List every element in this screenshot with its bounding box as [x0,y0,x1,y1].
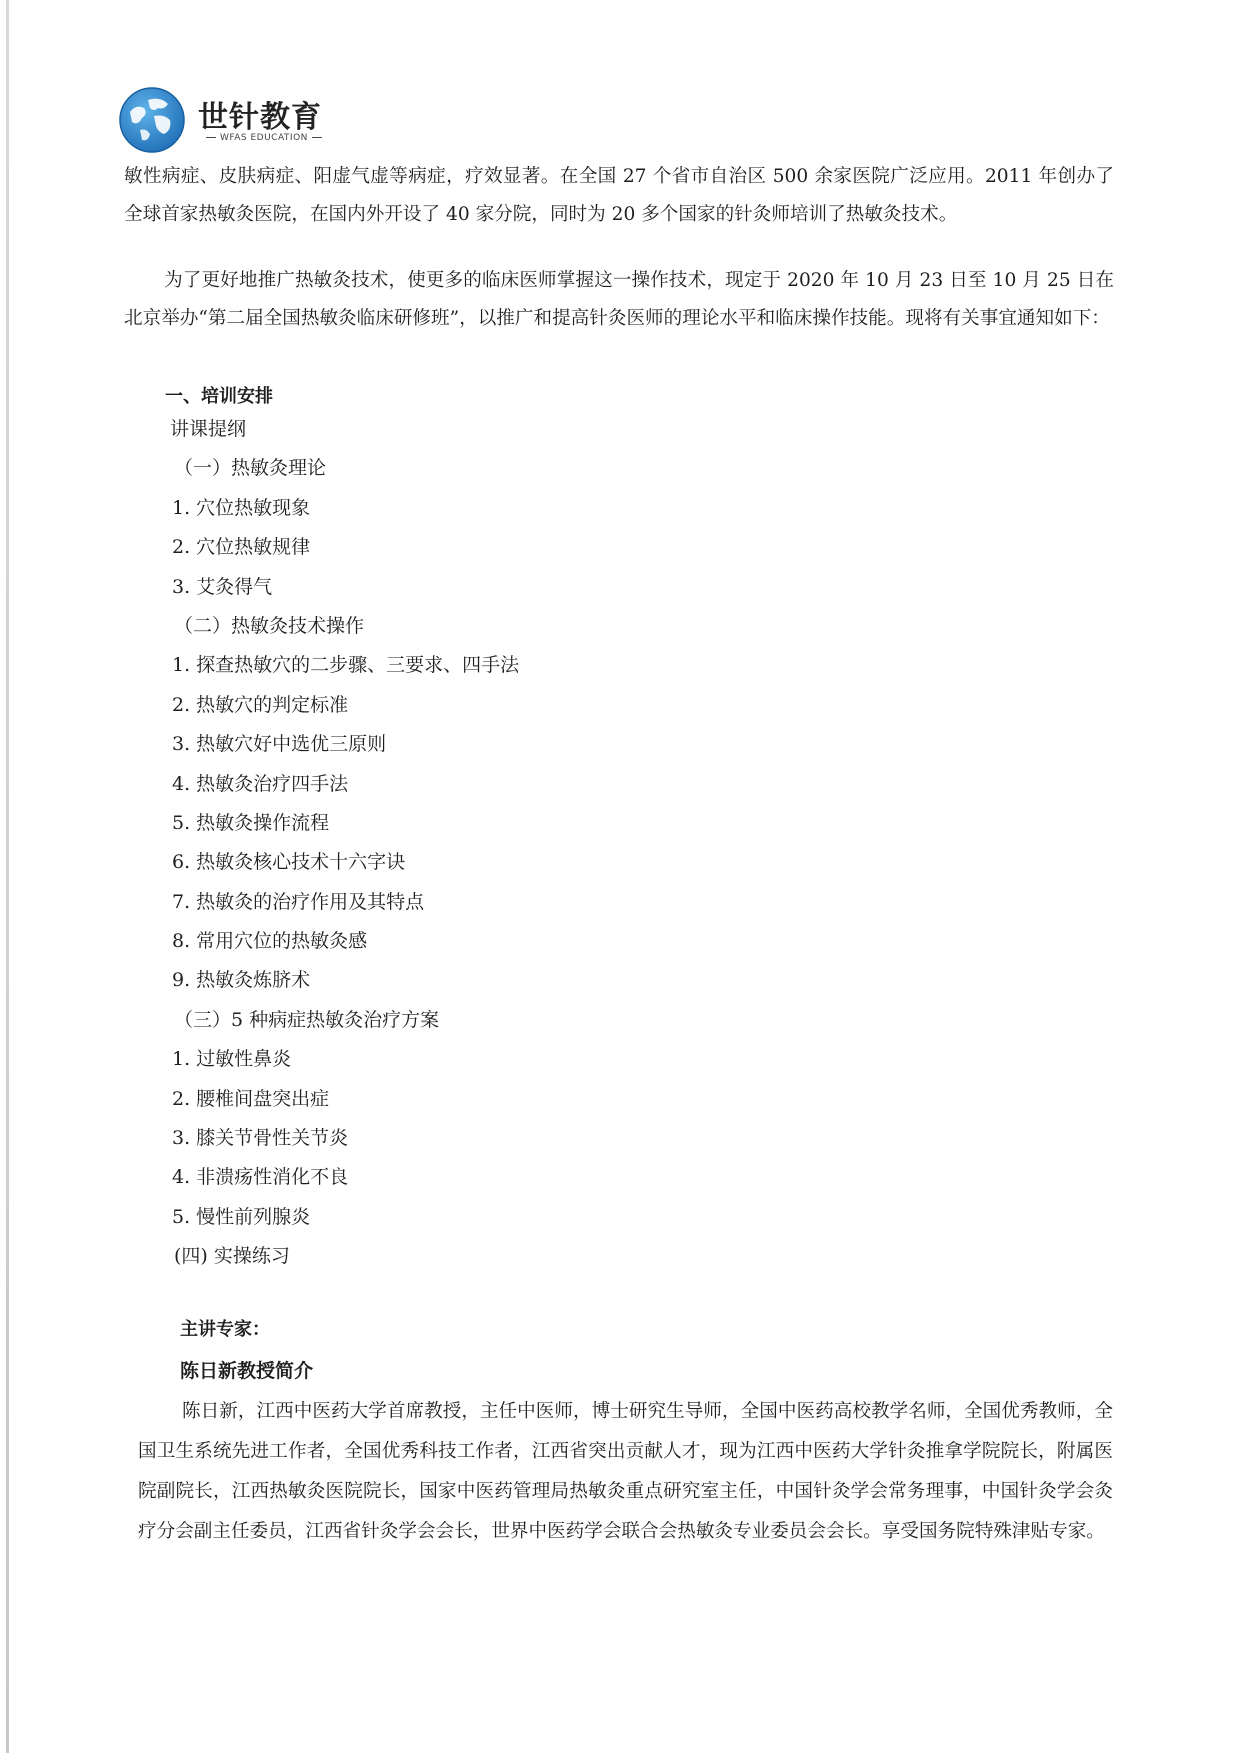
outline-line: 9. 热敏灸炼脐术 [172,969,311,992]
outline-line: 3. 艾灸得气 [172,575,273,598]
experts-title: 主讲专家： [180,1319,270,1340]
outline-line: （一）热敏灸理论 [174,457,327,480]
outline-title: 讲课提纲 [170,418,247,440]
intro-paragraph-1: 敏性病症、皮肤病症、阳虚气虚等病症，疗效显著。在全国 27 个省市自治区 500 余家医院广泛应用。2011 年创办了全球首家热敏灸医院，在国内外开设了 40 家分院，同时为 20 多个国家的针灸师培训了热敏灸技术。 [124,166,1114,225]
outline-line: 5. 慢性前列腺炎 [172,1205,311,1228]
outline-line: 2. 穴位热敏规律 [172,536,311,559]
outline-line: 5. 热敏灸操作流程 [172,811,330,834]
outline-line: 8. 常用穴位的热敏灸感 [172,930,368,953]
expert-bio-text: 陈日新，江西中医药大学首席教授，主任中医师，博士研究生导师，全国中医药高校教学名师，全国优秀教师，全国卫生系统先进工作者，全国优秀科技工作者，江西省突出贡献人才，现为江西中医药大学针灸推拿学院院长，附属医院副院长，江西热敏灸医院院长，国家中医药管理局热敏灸重点研究室主任，中国针灸学会常务理事，中国针灸学会灸疗分会副主任委员，江西省针灸学会会长，世界中医药学会联合会热敏灸专业委员会会长。享受国务院特殊津贴专家。 [138,1401,1113,1542]
outline-line: 6. 热敏灸核心技术十六字诀 [172,851,406,874]
intro-paragraph-2-text: 为了更好地推广热敏灸技术，使更多的临床医师掌握这一操作技术，现定于 2020 年 10 月 23 日至 10 月 25 日在北京举办“第二届全国热敏灸临床研修班”，以推广和提高针灸医师的理论水平和临床操作技能。现将有关事宜通知如下： [124,270,1114,329]
outline-line: 4. 热敏灸治疗四手法 [172,772,349,795]
expert-bio [138,1392,1113,1552]
section-training-title: 一、培训安排 [165,386,273,407]
brand-subtitle: WFAS EDUCATION [202,133,326,143]
outline-line: (四) 实操练习 [174,1245,290,1268]
outline-line: 1. 探查热敏穴的二步骤、三要求、四手法 [172,654,520,677]
outline-line: 1. 过敏性鼻炎 [172,1048,292,1071]
expert-bio-title: 陈日新教授简介 [180,1360,314,1382]
globe-icon [118,86,186,154]
outline-line: （三）5 种病症热敏灸治疗方案 [174,1008,440,1031]
course-outline [168,410,868,1277]
outline-line: 3. 热敏穴好中选优三原则 [172,733,387,756]
outline-line: 4. 非溃疡性消化不良 [172,1166,349,1189]
outline-line: 1. 穴位热敏现象 [172,496,311,519]
outline-line: 2. 腰椎间盘突出症 [172,1087,330,1110]
brand-logo [118,86,458,156]
outline-line: 3. 膝关节骨性关节炎 [172,1127,349,1150]
scan-left-edge [6,0,9,1753]
intro-paragraph-2 [124,262,1114,338]
outline-line: 2. 热敏穴的判定标准 [172,693,349,716]
outline-line: 7. 热敏灸的治疗作用及其特点 [172,890,425,913]
outline-line: （二）热敏灸技术操作 [174,614,365,637]
brand-name: 世针教育 [198,100,322,135]
